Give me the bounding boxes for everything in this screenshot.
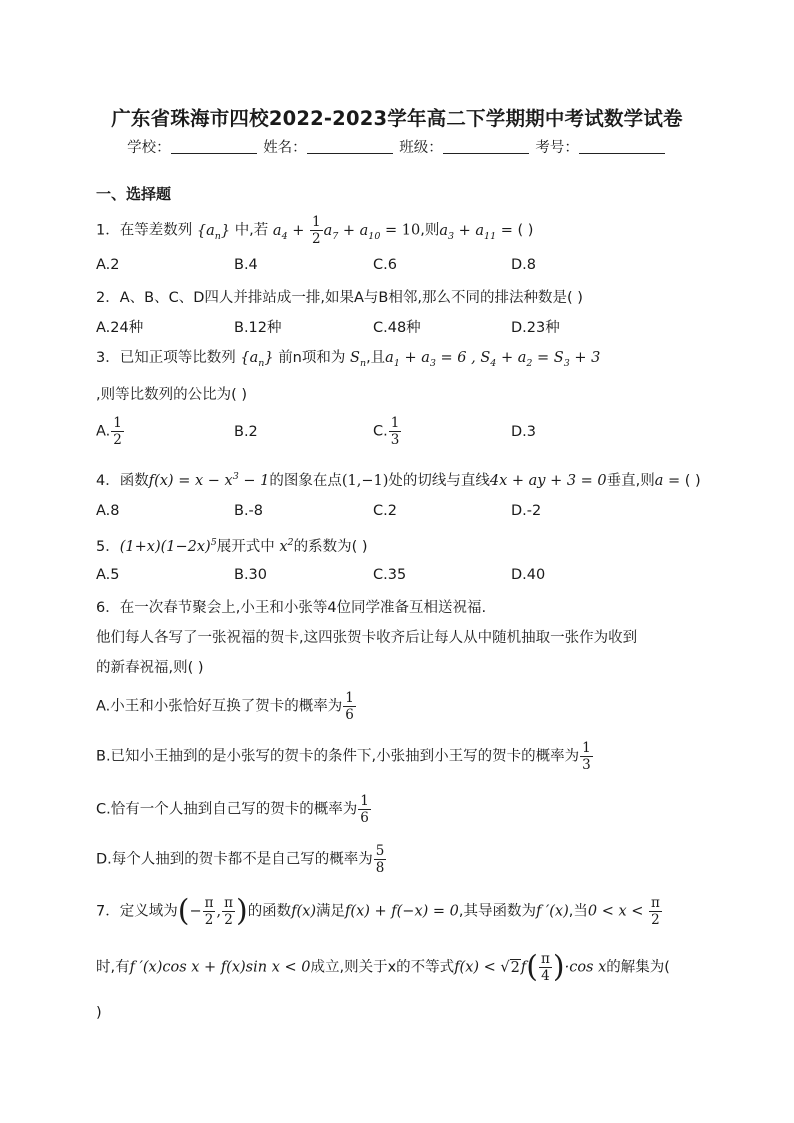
name-label: 姓名： — [263, 140, 307, 156]
section-heading: 一、选择题 — [96, 185, 172, 203]
option-b[interactable]: B.4 — [234, 257, 258, 273]
student-info-row — [0, 136, 794, 157]
question-2: 2．A、B、C、D四人并排站成一排,如果A与B相邻,那么不同的排法种数是( ) — [96, 290, 583, 306]
question-6: 6．在一次春节聚会上,小王和小张等4位同学准备互相送祝福. — [96, 600, 487, 616]
option-a[interactable]: A.2 — [96, 257, 120, 273]
option-d[interactable]: D.-2 — [511, 503, 542, 519]
math-expression: √2 — [500, 959, 520, 976]
option-d[interactable]: D.每个人抽到的贺卡都不是自己写的概率为 $\frac{5}{8}$ — [96, 843, 385, 876]
fraction: $\frac{\pi}{4}$ — [541, 951, 550, 984]
question-7-line-3: ) — [96, 1005, 102, 1021]
math-expression: f ′(x) — [535, 903, 569, 920]
math-expression: $a_1 + a_3 = 6$ , $S_4 + a_2 = S_3 + 3$ — [385, 350, 601, 369]
math-expression: f(x) < — [454, 959, 501, 976]
exam-title: 广东省珠海市四校2022-2023学年高二下学期期中考试数学试卷 — [111, 107, 683, 130]
math-expression: $\{a_n\}$ — [196, 222, 231, 242]
number-blank[interactable] — [579, 139, 665, 154]
question-5: 5．$(1+x)(1-2x)^5$展开式中 $x^2$的系数为( ) — [96, 537, 368, 555]
math-expression: f(x) + f(−x) = 0 — [345, 903, 459, 920]
question-6-line-3: 的新春祝福,则( ) — [96, 660, 204, 676]
option-a[interactable]: A. $\frac{1}{2}$ — [96, 415, 122, 448]
fraction: $\frac{1}{6}$ — [360, 793, 369, 826]
fraction: $\frac{1}{2}$ — [113, 415, 122, 448]
question-3-options — [96, 415, 696, 455]
option-b[interactable]: B.30 — [234, 567, 268, 583]
question-7: 7．定义域为(− $\frac{\pi}{2}$ , $\frac{\pi}{2}$ )的函数f(x)满足f(x) + f(−x) = 0,其导函数为f ′(x),当0 < x < $\frac{\pi}{2}$ — [96, 893, 660, 929]
option-c[interactable]: C.2 — [373, 503, 397, 519]
class-blank[interactable] — [443, 139, 529, 154]
school-blank[interactable] — [171, 139, 257, 154]
option-c[interactable]: C.48种 — [373, 320, 421, 336]
option-a[interactable]: A.5 — [96, 567, 120, 583]
math-expression: $S_n$ — [350, 350, 367, 369]
fraction: $\frac{1}{2}$ — [311, 214, 321, 247]
fraction: $\frac{1}{3}$ — [390, 415, 400, 448]
fraction: $\frac{\pi}{2}$ — [204, 895, 214, 928]
school-label: 学校： — [127, 140, 171, 156]
question-3: 3．已知正项等比数列 $\{a_n\}$ 前n项和为 $S_n$,且$a_1 + a_3 = 6$ , $S_4 + a_2 = S_3 + 3$ — [96, 350, 601, 369]
class-label: 班级： — [399, 140, 443, 156]
math-expression: $a_3 + a_{11}$ — [439, 222, 497, 242]
question-1: 1．在等差数列 $\{a_n\}$ 中,若 $a_4$ + $\frac{1}{2}$ $a_7 + a_{10} = 10$,则$a_3 + a_{11}$ = ( ) — [96, 214, 534, 247]
option-d[interactable]: D.3 — [511, 424, 536, 440]
question-4-options — [96, 503, 696, 523]
fraction: $\frac{1}{3}$ — [582, 740, 591, 773]
fraction: $\frac{\pi}{2}$ — [224, 895, 233, 928]
option-d[interactable]: D.23种 — [511, 320, 560, 336]
option-c[interactable]: C.6 — [373, 257, 397, 273]
math-expression: 4x + ay + 3 = 0 — [489, 473, 607, 489]
option-c[interactable]: C.35 — [373, 567, 407, 583]
option-a[interactable]: A.24种 — [96, 320, 144, 336]
math-expression: $x^2$ — [274, 537, 294, 555]
number-label: 考号： — [535, 140, 579, 156]
question-2-options — [96, 316, 696, 336]
option-b[interactable]: B.12种 — [234, 320, 282, 336]
question-3-line-2: ,则等比数列的公比为( ) — [96, 387, 248, 403]
question-5-options — [96, 567, 696, 587]
option-a[interactable]: A.8 — [96, 503, 120, 519]
fraction: $\frac{1}{6}$ — [345, 690, 354, 723]
math-expression: $(1+x)(1-2x)^5$ — [119, 537, 217, 555]
question-7-line-2: 时,有f ′(x)cos x + f(x)sin x < 0成立,则关于x的不等式f(x) < √2f( $\frac{\pi}{4}$ )·cos x的解集为( — [96, 949, 670, 985]
option-b[interactable]: B.2 — [234, 424, 258, 440]
math-expression: 0 < x < — [587, 903, 648, 920]
option-d[interactable]: D.40 — [511, 567, 546, 583]
question-4: 4．函数$f(x) = x - x^3 - 1$的图象在点(1,−1)处的切线与直线4x + ay + 3 = 0垂直,则a = ( ) — [96, 471, 701, 489]
question-6-line-2: 他们每人各写了一张祝福的贺卡,这四张贺卡收齐后让每人从中随机抽取一张作为收到 — [96, 630, 638, 646]
option-b[interactable]: B.已知小王抽到的是小张写的贺卡的条件下,小张抽到小王写的贺卡的概率为 $\frac{1}{3}$ — [96, 740, 591, 773]
option-b[interactable]: B.-8 — [234, 503, 264, 519]
name-blank[interactable] — [307, 139, 393, 154]
option-d[interactable]: D.8 — [511, 257, 536, 273]
math-expression: (1,−1) — [341, 473, 389, 489]
math-expression: a — [654, 473, 669, 489]
math-expression: f(x) — [291, 903, 317, 920]
math-expression: $f(x) = x - x^3 - 1$ — [148, 471, 270, 489]
option-a[interactable]: A.小王和小张恰好互换了贺卡的概率为 $\frac{1}{6}$ — [96, 690, 354, 723]
fraction: $\frac{5}{8}$ — [375, 843, 385, 876]
question-1-options — [96, 257, 696, 277]
math-expression: $a_4$ + — [272, 222, 309, 242]
option-c[interactable]: C.恰有一个人抽到自己写的贺卡的概率为 $\frac{1}{6}$ — [96, 793, 369, 826]
math-expression: $\{a_n\}$ — [240, 350, 274, 369]
fraction: $\frac{\pi}{2}$ — [651, 895, 660, 928]
math-expression: f ′(x)cos x + f(x)sin x < 0 — [129, 959, 311, 976]
math-expression: ·cos x — [564, 959, 607, 976]
math-expression: $a_7 + a_{10}$ — [323, 222, 381, 242]
option-c[interactable]: C. $\frac{1}{3}$ — [373, 415, 400, 448]
